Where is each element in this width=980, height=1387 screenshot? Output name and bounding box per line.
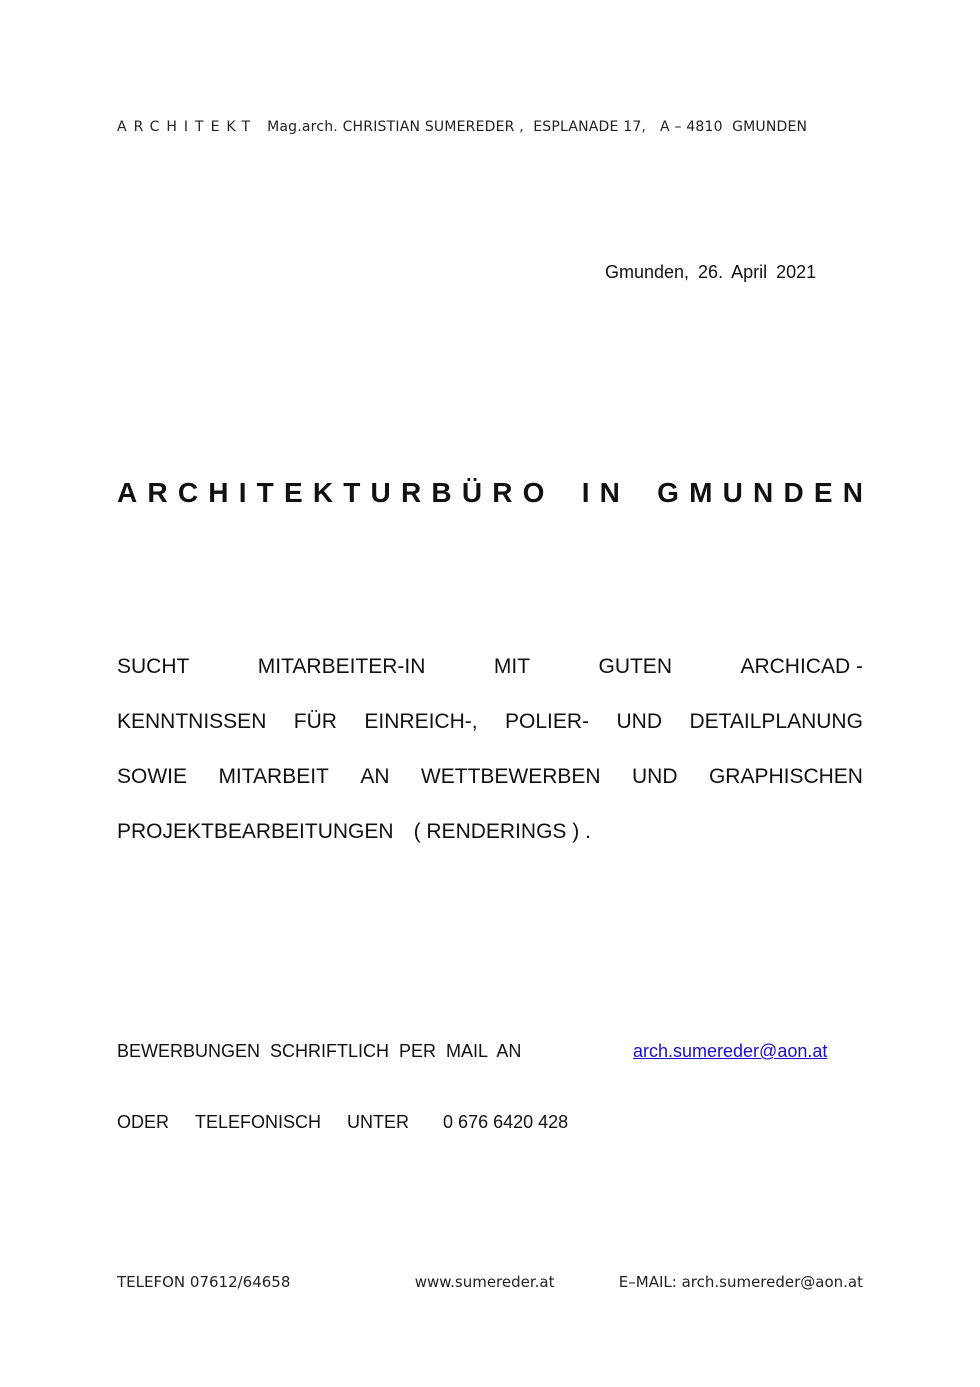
body-word: GRAPHISCHEN — [708, 765, 863, 788]
body-word: UND — [616, 710, 662, 733]
headline-letter: N — [599, 477, 620, 508]
headline-letter: A — [117, 477, 138, 508]
letterhead-city: GMUNDEN — [732, 119, 808, 135]
headline-letter: K — [312, 477, 334, 508]
body-word: ( RENDERINGS ) . — [413, 820, 591, 843]
headline-letter: M — [689, 477, 713, 508]
headline-letter: R — [492, 477, 513, 508]
phone-word-oder: ODER — [117, 1112, 170, 1132]
headline-letter: D — [783, 477, 804, 508]
body-word: POLIER- — [505, 710, 590, 733]
body-line-2 — [117, 710, 863, 734]
headline-word-in — [582, 477, 620, 509]
body-word: EINREICH-, — [364, 710, 478, 733]
headline-letter: C — [177, 477, 199, 508]
body-word: UND — [632, 765, 678, 788]
letterhead-name: Mag.arch. CHRISTIAN SUMEREDER , — [267, 119, 524, 135]
headline-letter: I — [581, 477, 590, 508]
body-word: ARCHICAD - — [740, 655, 863, 678]
body-line-3 — [117, 765, 863, 789]
footer — [117, 1273, 863, 1291]
headline-letter: N — [842, 477, 863, 508]
phone-word-telefonisch: TELEFONISCH — [195, 1112, 322, 1132]
body-word: AN — [360, 765, 390, 788]
headline-letter: H — [208, 477, 229, 508]
headline-letter: T — [256, 477, 274, 508]
headline-word-gmunden — [657, 477, 863, 509]
letterhead-postal: A – 4810 — [660, 119, 723, 135]
footer-phone: TELEFON 07612/64658 — [117, 1273, 291, 1291]
letterhead-title: ARCHITEKT — [117, 119, 258, 135]
headline-letter: G — [657, 477, 679, 508]
body-word: SUCHT — [117, 655, 190, 678]
footer-website: www.sumereder.at — [414, 1273, 555, 1291]
body-word: KENNTNISSEN — [117, 710, 267, 733]
letterhead-street: ESPLANADE 17, — [533, 119, 647, 135]
headline-letter: Ü — [461, 477, 483, 508]
body-word: GUTEN — [598, 655, 672, 678]
headline-letter: U — [370, 477, 391, 508]
body-line-1 — [117, 655, 863, 679]
application-phone-number: 0 676 6420 428 — [443, 1112, 569, 1132]
phone-word-unter: UNTER — [347, 1112, 410, 1132]
footer-email: E–MAIL: arch.sumereder@aon.at — [618, 1273, 863, 1291]
letter-date: Gmunden, 26. April 2021 — [605, 262, 817, 282]
application-text: BEWERBUNGEN SCHRIFTLICH PER MAIL AN — [117, 1041, 522, 1061]
body-word: PROJEKTBEARBEITUNGEN — [117, 820, 394, 843]
headline-letter: B — [431, 477, 452, 508]
headline-word-architekturbuero — [117, 477, 544, 509]
headline-letter: E — [813, 477, 833, 508]
letterhead — [117, 119, 807, 135]
headline-letter: R — [400, 477, 422, 508]
headline-letter: O — [522, 477, 545, 508]
headline-letter: T — [343, 477, 361, 508]
application-email-link[interactable]: arch.sumereder@aon.at — [633, 1041, 828, 1061]
body-word: WETTBEWERBEN — [420, 765, 601, 788]
body-word: SOWIE — [117, 765, 188, 788]
headline — [117, 477, 863, 509]
headline-letter: N — [753, 477, 774, 508]
headline-letter: I — [238, 477, 247, 508]
application-phone-line — [117, 1112, 568, 1133]
body-word: MITARBEITER-IN — [257, 655, 426, 678]
body-word: MIT — [493, 655, 531, 678]
headline-letter: E — [283, 477, 303, 508]
headline-letter: U — [722, 477, 743, 508]
body-word: FÜR — [293, 710, 337, 733]
body-line-4 — [117, 820, 863, 844]
body-word: MITARBEIT — [218, 765, 329, 788]
body-word: DETAILPLANUNG — [689, 710, 863, 733]
headline-letter: R — [147, 477, 168, 508]
